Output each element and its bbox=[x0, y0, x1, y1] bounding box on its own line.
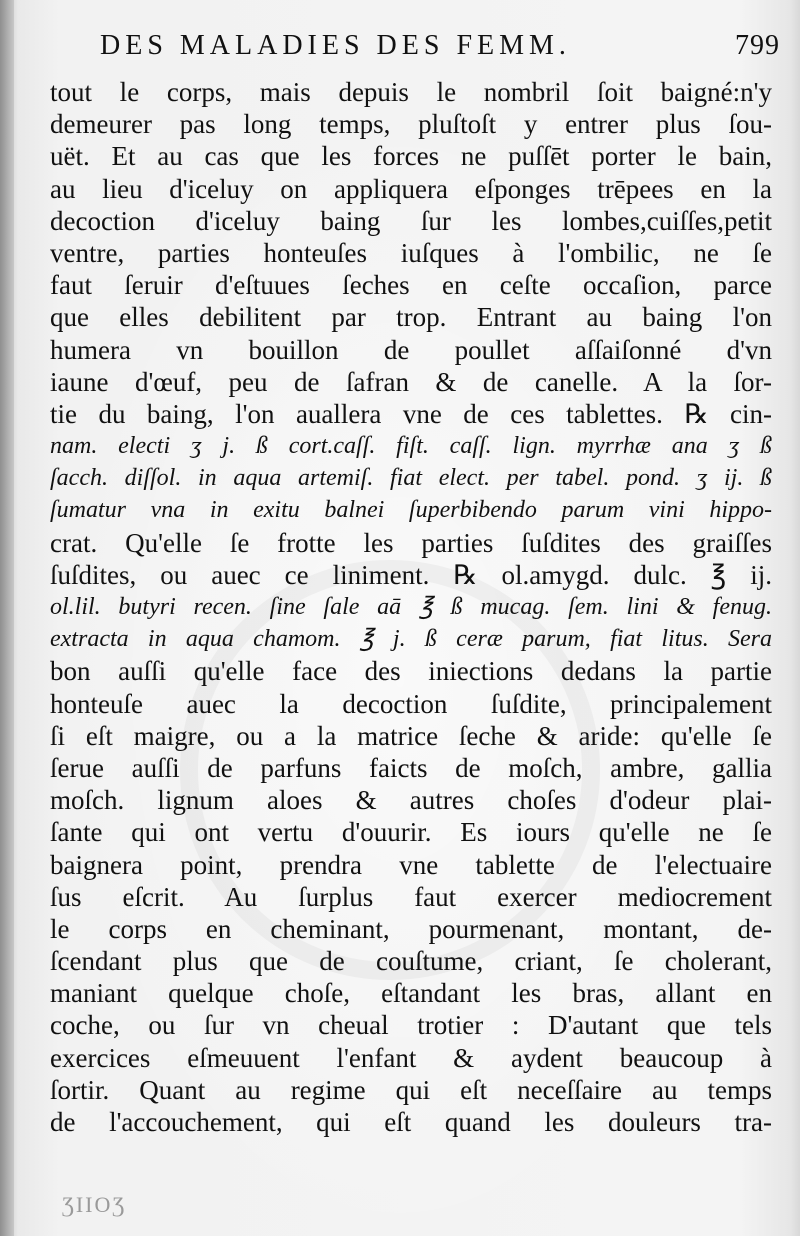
text-line: tout le corps, mais depuis le nombril ſoit baigné:n'y bbox=[50, 77, 772, 107]
text-line: ſacch. diſſol. in aqua artemiſ. fiat elect. per tabel. pond. ʒ ij. ß bbox=[50, 465, 772, 492]
text-line: que elles debilitent par trop. Entrant au baing l'on bbox=[50, 302, 772, 333]
text-line: le corps en cheminant, pourmenant, montant, de- bbox=[50, 913, 772, 944]
text-line: maniant quelque choſe, eſtandant les bras, allant en bbox=[50, 978, 772, 1009]
text-line: iaune d'œuf, peu de ſafran & de canelle. A la ſor- bbox=[50, 366, 772, 397]
text-line: ventre, parties honteuſes iuſques à l'ombilic, ne ſe bbox=[50, 237, 772, 268]
text-line: tie du baing, l'on auallera vne de ces tablettes. ℞ cin- bbox=[50, 398, 772, 429]
text-line: ſante qui ont vertu d'ouurir. Es iours qu'elle ne ſe bbox=[50, 817, 772, 848]
text-line: ſus eſcrit. Au ſurplus faut exercer mediocrement bbox=[50, 881, 772, 912]
text-line: ſi eſt maigre, ou a la matrice ſeche & aride: qu'elle ſe bbox=[50, 720, 772, 751]
text-line: decoction d'iceluy baing ſur les lombes,cuiſſes,petit bbox=[50, 205, 772, 236]
text-line: ſcendant plus que de couſtume, criant, ſe cholerant, bbox=[50, 946, 772, 977]
page-number: 799 bbox=[735, 30, 780, 61]
text-line: ſerue auſſi de parfuns faicts de moſch, ambre, gallia bbox=[50, 752, 772, 783]
running-head-title: DES MALADIES DES FEMM. bbox=[100, 30, 571, 61]
text-line: ſumatur vna in exitu balnei ſuperbibendo parum vini hippo- bbox=[50, 497, 772, 524]
catchword-mark: ƷIIOƷ bbox=[62, 1192, 127, 1217]
text-line: humera vn bouillon de poullet aſſaiſonné d'vn bbox=[50, 334, 772, 365]
text-line: baignera point, prendra vne tablette de l'electuaire bbox=[50, 849, 772, 880]
text-line: moſch. lignum aloes & autres choſes d'odeur plai- bbox=[50, 785, 772, 816]
text-line: de l'accouchement, qui eſt quand les douleurs tra- bbox=[50, 1107, 772, 1137]
text-line: ol.lil. butyri recen. ſine ſale aā ℥ ß mucag. ſem. lini & fenug. bbox=[50, 594, 772, 620]
text-line: uët. Et au cas que les forces ne puſſēt porter le bain, bbox=[50, 141, 772, 172]
text-line: exercices eſmeuuent l'enfant & aydent beaucoup à bbox=[50, 1042, 772, 1073]
text-line: crat. Qu'elle ſe frotte les parties ſuſdites des graiſſes bbox=[50, 527, 772, 558]
running-head bbox=[100, 30, 780, 70]
text-line: demeurer pas long temps, pluſtoſt y entrer plus ſou- bbox=[50, 109, 772, 140]
text-line: coche, ou ſur vn cheual trotier : D'autant que tels bbox=[50, 1010, 772, 1041]
body-text bbox=[50, 76, 772, 1138]
text-line: ſortir. Quant au regime qui eſt neceſſaire au temps bbox=[50, 1074, 772, 1105]
page-gutter-shadow bbox=[0, 0, 14, 1236]
text-line: extracta in aqua chamom. ℥ j. ß ceræ parum, fiat litus. Sera bbox=[50, 626, 772, 653]
text-line: bon auſſi qu'elle face des iniections dedans la partie bbox=[50, 656, 772, 687]
text-line: au lieu d'iceluy on appliquera eſponges trēpees en la bbox=[50, 173, 772, 204]
text-line: honteuſe auec la decoction ſuſdite, principalement bbox=[50, 688, 772, 719]
text-line: ſuſdites, ou auec ce liniment. ℞ ol.amygd. dulc. ℥ ij. bbox=[50, 559, 772, 590]
text-line: nam. electi ʒ j. ß cort.caſſ. fiſt. caſſ. lign. myrrhæ ana ʒ ß bbox=[50, 433, 772, 460]
text-line: faut ſeruir d'eſtuues ſeches en ceſte occaſion, parce bbox=[50, 270, 772, 301]
